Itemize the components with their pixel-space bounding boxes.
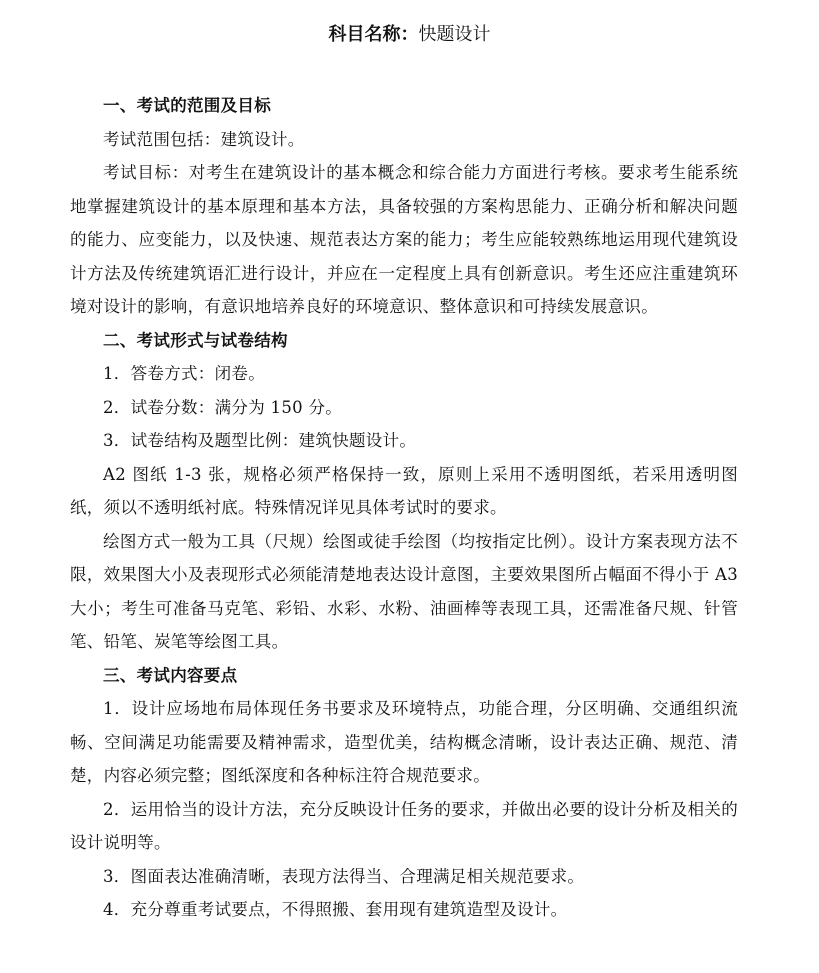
title-label: 科目名称： — [328, 24, 419, 45]
title-value: 快题设计 — [418, 24, 491, 45]
list-item: 3．图面表达准确清晰，表现方法得当、合理满足相关规范要求。 — [103, 866, 585, 886]
section-heading-format: 二、考试形式与试卷结构 — [103, 330, 288, 350]
list-item: 2．运用恰当的设计方法，充分反映设计任务的要求，并做出必要的设计分析及相关的设计说明等。 — [70, 799, 738, 852]
list-item: 4．充分尊重考试要点，不得照搬、套用现有建筑造型及设计。 — [103, 900, 568, 919]
paragraph: 绘图方式一般为工具（尺规）绘图或徒手绘图（均按指定比例）。设计方案表现方法不限，效果图大小及表现形式必须能清楚地表达设计意图，主要效果图所占幅面不得小于 A3 大小；考生可准备马克笔、彩铅、水彩、水粉、油画棒等表现工具，还需准备尺规、针管笔、铅笔、炭笔等绘图工具。 — [70, 531, 738, 651]
section-heading-content: 三、考试内容要点 — [103, 665, 238, 685]
paragraph: 考试目标：对考生在建筑设计的基本概念和综合能力方面进行考核。要求考生能系统地掌握建筑设计的基本原理和基本方法，具备较强的方案构思能力、正确分析和解决问题的能力、应变能力，以及快速、规范表达方案的能力；考生应能较熟练地运用现代建筑设计方法及传统建筑语汇进行设计，并应在一定程度上具有创新意识。考生还应注重建筑环境对设计的影响，有意识地培养良好的环境意识、整体意识和可持续发展意识。 — [70, 163, 738, 316]
page-title — [0, 22, 819, 48]
paragraph: 考试范围包括：建筑设计。 — [103, 129, 305, 149]
section-heading-scope: 一、考试的范围及目标 — [103, 96, 271, 115]
paragraph: A2 图纸 1-3 张，规格必须严格保持一致，原则上采用不透明图纸，若采用透明图纸，须以不透明纸衬底。特殊情况详见具体考试时的要求。 — [70, 464, 738, 517]
list-item: 3．试卷结构及题型比例：建筑快题设计。 — [103, 431, 417, 450]
list-item: 1．设计应场地布局体现任务书要求及环境特点，功能合理，分区明确、交通组织流畅、空间满足功能需要及精神需求，造型优美，结构概念清晰，设计表达正确、规范、清楚，内容必须完整；图纸深度和各种标注符合规范要求。 — [70, 699, 738, 785]
list-item: 2．试卷分数：满分为 150 分。 — [103, 397, 343, 417]
list-item: 1．答卷方式：闭卷。 — [103, 364, 265, 383]
document-body — [70, 89, 738, 927]
